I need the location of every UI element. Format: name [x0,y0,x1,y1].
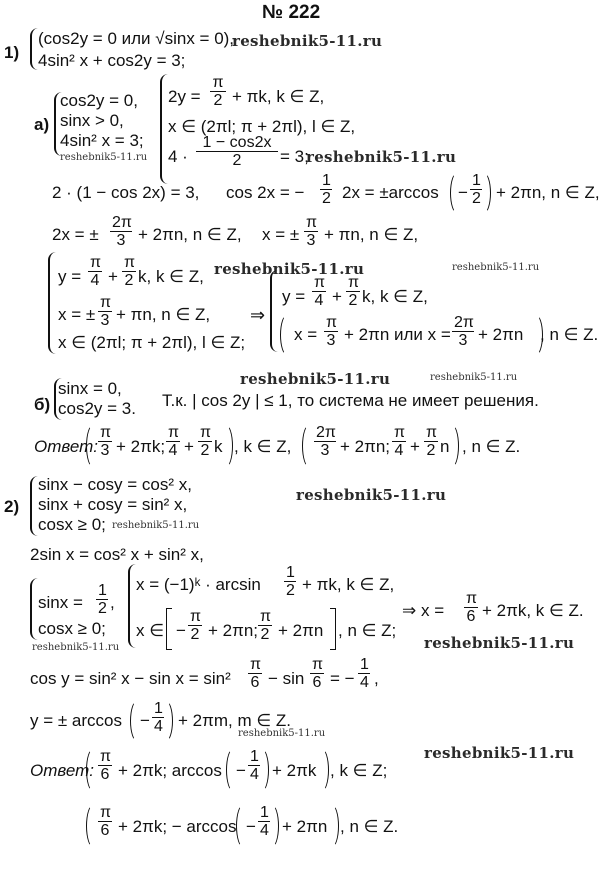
system-line: 4sin² x + cos2y = 3; [38,51,186,70]
math-text: + πn, n ∈ Z, [116,305,211,324]
system-brace [128,564,136,648]
numerator: 1 [260,804,269,821]
left-bracket [166,608,172,650]
watermark: reshebnik5-11.ru [452,262,540,273]
denominator: 4 [154,718,163,735]
math-text: cosx ≥ 0; [38,619,106,638]
fraction [98,424,112,459]
math-text: cos 2x = − [226,183,305,202]
system-line: (cos2y = 0 или √sinx = 0), [38,29,235,48]
math-text: + 2πn [282,817,328,836]
math-text: + 2πn; [340,437,391,456]
math-text: + 2πk, k ∈ Z. [482,601,584,620]
page-title: № 222 [262,2,321,23]
watermark: reshebnik5-11.ru [306,148,457,166]
denominator: 3 [306,232,316,249]
watermark: reshebnik5-11.ru [296,486,447,504]
right-paren [218,424,233,468]
denominator: 2 [124,272,134,289]
denominator: 2 [190,626,200,643]
math-text: y = ± arccos [30,711,122,730]
math-text: cos y = sin² x − sin x = sin² [30,669,231,688]
denominator: 2 [348,292,358,309]
system-brace [30,476,38,536]
numerator: π [210,74,226,92]
math-text: − [236,761,246,780]
system-line: sinx = 0, [58,379,122,398]
denominator: 2 [260,626,270,643]
system-line: cos2y = 0, [60,91,138,110]
system-line: sinx > 0, [60,111,124,130]
fraction [312,274,326,309]
math-text: y = [282,287,306,306]
fraction [324,314,338,349]
denominator: 4 [314,292,324,309]
numerator: π [466,590,478,607]
math-text: = 3; [280,147,309,166]
denominator: 3 [458,332,468,349]
denominator: 3 [116,232,126,249]
right-paren [314,748,329,792]
denominator: 4 [260,822,269,839]
fraction [304,214,318,249]
numerator: π [168,424,180,441]
numerator: π [426,424,438,441]
denominator: 4 [250,766,259,783]
math-text: x = [294,325,318,344]
math-text: + [410,437,420,456]
numerator: 1 [250,748,259,765]
math-text: Т.к. | cos 2y | ≤ 1, то система не имеет решения. [162,391,539,410]
math-text: + 2πm, m ∈ Z. [178,711,291,730]
denominator: 6 [466,608,476,625]
math-text: , n ∈ Z; [338,621,397,640]
denominator: 2 [213,92,223,109]
denominator: 2 [322,190,331,207]
watermark: reshebnik5-11.ru [112,520,200,531]
numerator: π [326,314,338,331]
math-text: + 2πk; − arccos [118,817,237,836]
math-text: + 2πn, n ∈ Z, [496,183,600,202]
fraction [248,656,262,691]
left-paren [280,314,295,356]
math-text: , n ∈ Z. [540,325,599,344]
fraction [166,424,180,459]
right-paren [254,748,269,792]
numerator: 1 [154,700,163,717]
denominator: 3 [100,312,110,329]
answer-label: Ответ: [34,437,99,456]
right-paren [476,172,491,214]
system-line: sinx − cosy = cos² x, [38,475,192,494]
math-text: + 2πk [272,761,317,780]
math-text: = − [330,669,355,688]
denominator: 3 [100,442,110,459]
fraction [196,134,278,169]
fraction [424,424,438,459]
denominator: 4 [168,442,178,459]
numerator: π [100,424,112,441]
fraction [198,424,212,459]
denominator: 6 [100,822,110,839]
math-text: k, k ∈ Z, [362,287,428,306]
right-paren [444,424,459,468]
watermark: reshebnik5-11.ru [214,260,365,278]
system-line: cosx ≥ 0; [38,515,106,534]
denominator: 2 [232,152,242,169]
denominator: 6 [250,674,260,691]
fraction [122,254,136,289]
numerator: π [348,274,360,291]
fraction [452,314,474,349]
system-brace [30,578,38,640]
fraction [110,214,132,249]
fraction [320,172,332,207]
numerator: π [260,608,272,625]
denominator: 4 [394,442,404,459]
math-text: + πk, k ∈ Z, [232,87,325,106]
numerator: π [190,608,202,625]
fraction [392,424,406,459]
numerator: π [250,656,262,673]
denominator: 4 [360,674,369,691]
math-text: n [440,437,450,456]
numerator: π [200,424,212,441]
part-2-number: 2) [4,497,20,516]
denominator: 2 [472,190,481,207]
math-text: x ∈ (2πl; π + 2πl), l ∈ Z; [58,333,246,352]
numerator: 1 [322,172,331,189]
right-bracket [330,608,336,650]
implies-arrow: ⇒ [250,305,266,325]
math-text: 2x = ± [52,225,99,244]
numerator: π [100,804,112,821]
math-text: + πn, n ∈ Z, [324,225,419,244]
numerator: π [90,254,102,271]
system-brace [160,74,168,184]
system-brace [48,252,56,354]
numerator: 2π [316,424,336,441]
math-text: , n ∈ Z. [340,817,399,836]
numerator: 1 [98,582,107,599]
math-text: , k ∈ Z; [330,761,388,780]
fraction [284,564,296,599]
math-text: + [108,267,118,286]
math-text: x ∈ (2πl; π + 2πl), l ∈ Z, [168,117,356,136]
numerator: 2π [454,314,474,331]
denominator: 2 [426,442,436,459]
math-text: 4 · [168,147,188,166]
numerator: 1 [472,172,481,189]
math-text: + 2πn [278,621,324,640]
case-a-label: а) [34,115,50,134]
fraction [96,582,108,617]
math-text: , n ∈ Z. [462,437,521,456]
numerator: π [124,254,136,271]
watermark: reshebnik5-11.ru [424,634,575,652]
right-paren [324,804,339,848]
system-line: 4sin² x = 3; [60,131,144,150]
fraction [464,590,478,625]
system-brace [30,28,38,70]
part-1-number: 1) [4,43,20,62]
denominator: 2 [286,582,295,599]
math-text: + 2πn или x = [344,325,451,344]
fraction [310,656,324,691]
fraction [98,748,112,783]
math-text: 2x = ±arccos [342,183,439,202]
watermark: reshebnik5-11.ru [238,728,326,739]
right-paren [264,804,279,848]
denominator: 3 [320,442,330,459]
math-text: ⇒ x = [402,601,445,620]
math-text: + 2πn, n ∈ Z, [138,225,242,244]
denominator: 6 [100,766,110,783]
numerator: 1 [286,564,295,581]
numerator: π [100,294,112,311]
denominator: 3 [326,332,336,349]
numerator: π [100,748,112,765]
math-text: 2sin x = cos² x + sin² x, [30,545,204,564]
watermark: reshebnik5-11.ru [430,372,518,383]
numerator: π [314,274,326,291]
system-brace [270,270,278,352]
math-text: − [458,183,468,202]
math-text: , [374,669,379,688]
math-text: − [140,711,150,730]
watermark: reshebnik5-11.ru [60,152,148,163]
math-text: − [246,817,256,836]
denominator: 6 [312,674,322,691]
math-text: x ∈ [136,621,165,640]
math-text: + 2πk; [116,437,166,456]
right-paren [158,700,173,742]
math-text: sinx = [38,593,83,612]
math-text: + [332,287,342,306]
fraction [98,294,112,329]
numerator: π [306,214,318,231]
fraction [346,274,360,309]
math-text: + [184,437,194,456]
numerator: π [312,656,324,673]
denominator: 2 [98,600,107,617]
math-text: 2 · (1 − cos 2x) = 3, [52,183,200,202]
math-text: − sin [268,669,305,688]
math-text: + 2πn [478,325,524,344]
system-line: sinx + cosy = sin² x, [38,495,188,514]
numerator: 1 − cos2x [196,134,278,152]
numerator: 2π [112,214,132,231]
system-line: cos2y = 3. [58,399,136,418]
math-text: , [110,593,115,612]
watermark: reshebnik5-11.ru [424,744,575,762]
answer-label: Ответ: [30,761,95,780]
math-text: x = ± [262,225,300,244]
denominator: 4 [90,272,100,289]
fraction [88,254,102,289]
watermark: reshebnik5-11.ru [240,370,391,388]
math-text: + 2πk; arccos [118,761,222,780]
math-text: k [214,437,223,456]
math-text: y = [58,267,82,286]
math-text: x = ± [58,305,96,324]
math-text: + 2πn; [208,621,259,640]
fraction [358,656,370,691]
denominator: 2 [200,442,210,459]
math-text: + πk, k ∈ Z, [302,575,395,594]
numerator: 1 [360,656,369,673]
fraction [314,424,336,459]
case-b-label: б) [34,395,51,414]
math-text: x = (−1)ᵏ · arcsin [136,575,261,594]
numerator: π [394,424,406,441]
watermark: reshebnik5-11.ru [32,642,120,653]
fraction [258,608,272,643]
math-text: k, k ∈ Z, [138,267,204,286]
math-text: − [176,621,186,640]
fraction [210,74,226,109]
math-text: 2y = [168,87,201,106]
fraction [98,804,112,839]
fraction [188,608,202,643]
watermark: reshebnik5-11.ru [232,32,383,50]
math-text: , k ∈ Z, [234,437,292,456]
